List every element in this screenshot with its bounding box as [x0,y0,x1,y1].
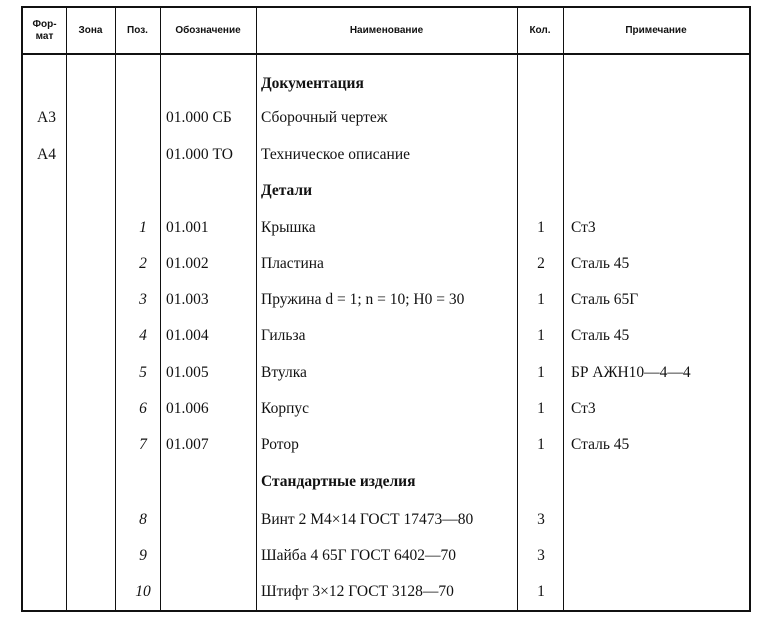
note-cell: Сталь 45 [571,436,630,453]
note-cell: Ст3 [571,219,596,236]
designation-cell: 01.002 [166,255,209,272]
name-cell: Корпус [261,400,309,417]
table-row [23,577,749,607]
name-cell: Пластина [261,255,324,272]
pos-cell: 10 [135,583,151,600]
pos-cell: 3 [139,291,147,308]
qty-cell: 1 [537,436,545,453]
specification-table [21,6,751,612]
pos-cell [128,140,158,170]
header-qty: Кол. [529,24,551,36]
table-row [23,505,749,535]
header-divider [23,53,749,55]
name-cell: Гильза [261,327,306,344]
note-cell: БР АЖН10—4—4 [571,364,691,381]
note-cell: Сталь 45 [571,255,630,272]
pos-cell: 4 [139,327,147,344]
name-cell: Пружина d = 1; n = 10; H0 = 30 [261,291,465,308]
name-cell: Винт 2 М4×14 ГОСТ 17473—80 [261,511,474,528]
qty-cell [519,176,563,206]
name-cell: Документация [261,75,364,92]
name-cell: Сборочный чертеж [261,109,388,126]
designation-cell: 01.007 [166,436,209,453]
header-zone: Зона [78,24,103,36]
designation-cell: 01.003 [166,291,209,308]
table-row [23,321,749,351]
name-cell: Втулка [261,364,307,381]
pos-cell [128,467,158,497]
pos-cell: 9 [139,547,147,564]
name-cell: Детали [261,182,313,199]
pos-cell: 1 [139,219,147,236]
table-row [23,430,749,460]
header-designation: Обозначение [175,24,241,36]
header-note: Примечание [625,24,687,36]
designation-cell: 01.001 [166,219,209,236]
pos-cell: 6 [139,400,147,417]
table-row [23,358,749,388]
qty-cell: 1 [537,364,545,381]
designation-cell: 01.000 ТО [166,146,233,163]
qty-cell: 1 [537,291,545,308]
format-cell: А3 [37,109,56,126]
note-cell: Ст3 [571,400,596,417]
table-row [23,285,749,315]
note-cell: Сталь 45 [571,327,630,344]
pos-cell: 7 [139,436,147,453]
qty-cell [519,467,563,497]
section-row [23,69,749,99]
pos-cell: 8 [139,511,147,528]
table-row [23,213,749,243]
header-name: Наименование [349,24,424,36]
table-row [23,103,749,133]
table-row [23,394,749,424]
designation-cell: 01.004 [166,327,209,344]
pos-cell: 2 [139,255,147,272]
qty-cell [519,69,563,99]
header-format: Фор- мат [32,18,57,42]
name-cell: Техническое описание [261,146,411,163]
qty-cell [519,103,563,133]
pos-cell [128,69,158,99]
note-cell: Сталь 65Г [571,291,639,308]
table-row [23,541,749,571]
qty-cell: 1 [537,327,545,344]
qty-cell: 3 [537,547,545,564]
designation-cell: 01.000 СБ [166,109,232,126]
pos-cell: 5 [139,364,147,381]
qty-cell: 1 [537,583,545,600]
name-cell: Штифт 3×12 ГОСТ 3128—70 [261,583,454,600]
designation-cell: 01.005 [166,364,209,381]
name-cell: Крышка [261,219,316,236]
header-pos: Поз. [127,24,148,36]
qty-cell: 2 [537,255,545,272]
section-row [23,467,749,497]
name-cell: Ротор [261,436,299,453]
table-row [23,249,749,279]
name-cell: Стандартные изделия [261,473,416,490]
format-cell: А4 [37,146,56,163]
table-row [23,140,749,170]
pos-cell [128,103,158,133]
section-row [23,176,749,206]
pos-cell [128,176,158,206]
qty-cell [519,140,563,170]
qty-cell: 1 [537,400,545,417]
name-cell: Шайба 4 65Г ГОСТ 6402—70 [261,547,457,564]
qty-cell: 3 [537,511,545,528]
designation-cell: 01.006 [166,400,209,417]
qty-cell: 1 [537,219,545,236]
